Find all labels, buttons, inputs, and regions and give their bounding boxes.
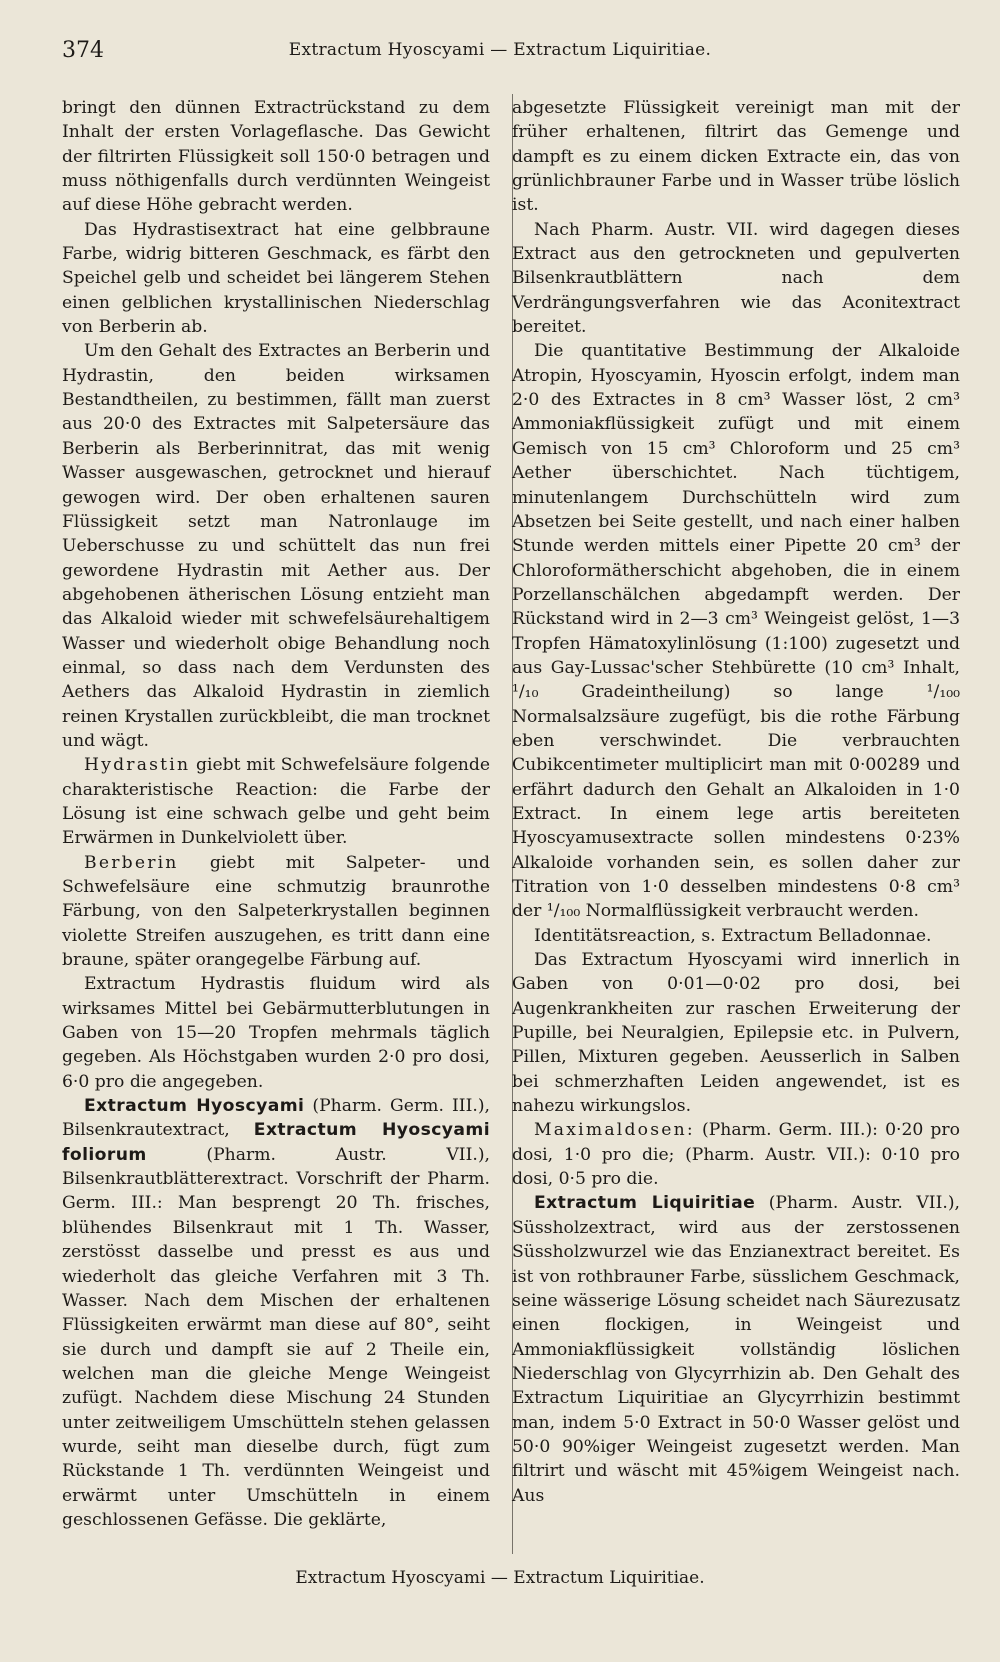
- paragraph-text: (Pharm. Germ. III.), Bilsenkrautextract,: [62, 1096, 491, 1141]
- paragraph: Extractum Hydrastis fluidum wird als wirksames Mittel bei Gebärmutterblutungen in Gaben von 15—20 Tropfen mehrmals täglich gegeben. Als Höchstgaben wurden 2·0 pro dosi, 6·0 pro die angegeben.: [62, 974, 490, 1092]
- paragraph: Identitätsreaction, s. Extractum Belladonnae.: [534, 925, 932, 946]
- paragraph: [62, 753, 490, 850]
- spaced-term: Maximaldosen:: [534, 1120, 695, 1141]
- entry-heading: Extractum Hyoscyami foliorum: [62, 1120, 491, 1165]
- left-column: [62, 96, 490, 1532]
- paragraph: Die quantitative Bestimmung der Alkaloide Atropin, Hyoscyamin, Hyoscin erfolgt, indem man 2·0 des Extractes in 8 cm³ Wasser löst, 2 cm³ Ammoniakflüssigkeit zufügt und mit einem Gemisch von 15 cm³ Chloroform und 25 cm³ Aether überschichtet. Nach tüchtigem, minutenlangem Durchschütteln wird zum Absetzen bei Seite gestellt, und nach einer halben Stunde werden mittels einer Pipette 20 cm³ der Chloroformätherschicht abgehoben, die in einem Porzellanschälchen abgedampft werden. Der Rückstand wird in 2—3 cm³ Weingeist gelöst, 1—3 Tropfen Hämatoxylinlösung (1:100) zugesetzt und aus Gay-Lussac'scher Stehbürette (10 cm³ Inhalt, ¹/₁₀ Gradeintheilung) so lange ¹/₁₀₀ Normalsalzsäure zugefügt, bis die rothe Färbung eben verschwindet. Die verbrauchten Cubikcentimeter multiplicirt man mit 0·00289 und erfährt dadurch den Gehalt an Alkaloiden in 1·0 Extract. In einem lege artis bereiteten Hyoscyamusextracte sollen mindestens 0·23% Alkaloide vorhanden sein, es sollen daher zur Titration von 1·0 desselben mindestens 0·8 cm³ der ¹/₁₀₀ Normalflüssigkeit verbraucht werden.: [512, 341, 960, 922]
- entry-paragraph: [62, 1094, 490, 1532]
- spaced-term: Hydrastin: [84, 755, 191, 776]
- paragraph-text: (Pharm. Germ. III.): 0·20 pro dosi, 1·0 pro die; (Pharm. Austr. VII.): 0·10 pro dosi, 0·5 pro die.: [512, 1120, 960, 1190]
- paragraph-text: (Pharm. Austr. VII.), Süssholzextract, wird aus der zerstossenen Süssholzwurzel wie das Enzianextract bereitet. Es ist von rothbrauner Farbe, süsslichem Geschmack, seine wässerige Lösung scheidet nach Säurezusatz einen flockigen, in Weingeist und Ammoniakflüssigkeit vollständig löslichen Niederschlag von Glycyrrhizin ab. Den Gehalt des Extractum Liquiritiae an Glycyrrhizin bestimmt man, indem 5·0 Extract in 50·0 Wasser gelöst und 50·0 90%iger Weingeist zugesetzt werden. Man filtrirt und wäscht mit 45%igem Weingeist nach. Aus: [512, 1193, 961, 1506]
- paragraph: Das Extractum Hyoscyami wird innerlich in Gaben von 0·01—0·02 pro dosi, bei Augenkrankheiten zur raschen Erweiterung der Pupille, bei Neuralgien, Epilepsie etc. in Pulvern, Pillen, Mixturen gegeben. Aeusserlich in Salben bei schmerzhaften Leiden angewendet, ist es nahezu wirkungslos.: [512, 950, 960, 1117]
- spaced-term: Berberin: [84, 852, 179, 873]
- paragraph-text: (Pharm. Austr. VII.), Bilsenkrautblätterextract. Vorschrift der Pharm. Germ. III.: Man besprengt 20 Th. frisches, blühendes Bilsenkraut mit 1 Th. Wasser, zerstösst dasselbe und presst es aus und wiederholt das gleiche Verfahren mit 3 Th. Wasser. Nach dem Mischen der erhaltenen Flüssigkeiten erwärmt man diese auf 80°, seiht sie durch und dampft sie auf 2 Theile ein, welchen man die gleiche Menge Weingeist zufügt. Nachdem diese Mischung 24 Stunden unter zeitweiligem Umschütteln stehen gelassen wurde, seiht man dieselbe durch, fügt zum Rückstande 1 Th. verdünnten Weingeist und erwärmt unter Umschütteln in einem geschlossenen Gefässe. Die geklärte,: [62, 1144, 490, 1530]
- page-number: 374: [62, 38, 104, 63]
- paragraph: [512, 1118, 960, 1191]
- paragraph-text: giebt mit Schwefelsäure folgende charakteristische Reaction: die Farbe der Lösung ist eine schwach gelbe und geht beim Erwärmen in Dunkelviolett über.: [62, 755, 490, 849]
- paragraph: abgesetzte Flüssigkeit vereinigt man mit der früher erhaltenen, filtrirt das Gemenge und dampft es zu einem dicken Extracte ein, das von grünlichbrauner Farbe und in Wasser trübe löslich ist.: [512, 98, 960, 216]
- entry-heading: Extractum Liquiritiae: [534, 1193, 756, 1214]
- running-footer: Extractum Hyoscyami — Extractum Liquiritiae.: [295, 1568, 705, 1588]
- paragraph-text: giebt mit Salpeter- und Schwefelsäure eine schmutzig braunrothe Färbung, von den Salpeterkrystallen beginnen violette Streifen auszugehen, es tritt dann eine braune, später orangegelbe Färbung auf.: [62, 852, 491, 971]
- entry-paragraph: [512, 1191, 960, 1507]
- paragraph: bringt den dünnen Extractrückstand zu dem Inhalt der ersten Vorlageflasche. Das Gewicht der filtrirten Flüssigkeit soll 150·0 betragen und muss nöthigenfalls durch verdünnten Weingeist auf diese Höhe gebracht werden.: [62, 98, 490, 216]
- entry-heading: Extractum Hyoscyami: [84, 1096, 305, 1117]
- paragraph: Um den Gehalt des Extractes an Berberin und Hydrastin, den beiden wirksamen Bestandtheilen, zu bestimmen, fällt man zuerst aus 20·0 des Extractes mit Salpetersäure das Berberin als Berberinnitrat, das mit wenig Wasser ausgewaschen, getrocknet und hierauf gewogen wird. Der oben erhaltenen sauren Flüssigkeit setzt man Natronlauge im Ueberschusse zu und schüttelt das nun frei gewordene Hydrastin mit Aether aus. Der abgehobenen ätherischen Lösung entzieht man das Alkaloid wieder mit schwefelsäurehaltigem Wasser und wiederholt obige Behandlung noch einmal, so dass nach dem Verdunsten des Aethers das Alkaloid Hydrastin in ziemlich reinen Krystallen zurückbleibt, die man trocknet und wägt.: [62, 341, 490, 751]
- running-header: Extractum Hyoscyami — Extractum Liquiritiae.: [288, 40, 712, 60]
- right-column: [512, 96, 960, 1508]
- paragraph: [62, 851, 490, 973]
- paragraph: Nach Pharm. Austr. VII. wird dagegen dieses Extract aus den getrockneten und gepulverten Bilsenkrautblättern nach dem Verdrängungsverfahren wie das Aconitextract bereitet.: [512, 219, 960, 338]
- paragraph: Das Hydrastisextract hat eine gelbbraune Farbe, widrig bitteren Geschmack, es färbt den Speichel gelb und scheidet bei längerem Stehen einen gelblichen krystallinischen Niederschlag von Berberin ab.: [62, 219, 490, 338]
